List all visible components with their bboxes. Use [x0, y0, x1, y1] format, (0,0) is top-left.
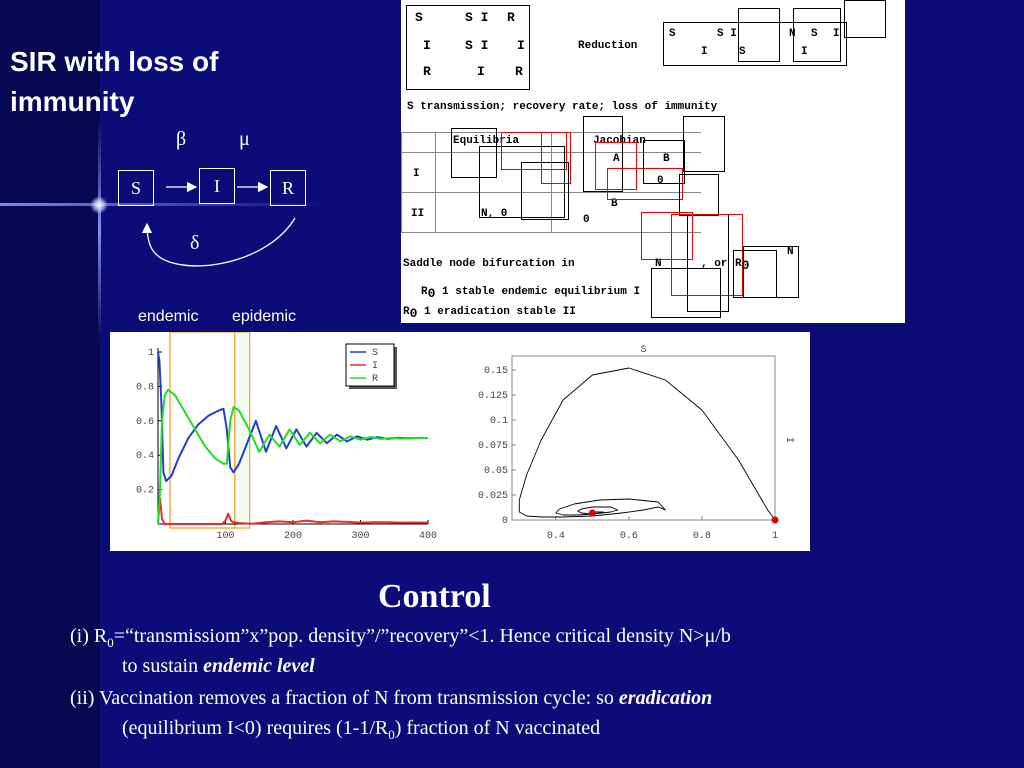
arrow-r-to-s [147, 218, 295, 266]
epidemic-label: epidemic [232, 308, 297, 325]
control-item-2-cont: (equilibrium I<0) requires $(1-1/R_0)$ fraction of N vaccinated [122, 717, 601, 742]
slide-title: SIR with loss of immunity [10, 46, 219, 117]
bifurcation-label: Saddle node bifurcation in [403, 258, 575, 270]
plots-svg [110, 332, 810, 551]
band-endemic [170, 332, 235, 528]
table-col-1 [435, 132, 436, 232]
reduction-label: Reduction [578, 40, 638, 52]
jacobian-zero: 0 [657, 175, 664, 187]
plots-panel [110, 332, 810, 551]
y-tick-label: 1 [147, 348, 154, 359]
delta-symbol: δ [190, 232, 200, 254]
jacobian-a: A [613, 153, 620, 165]
model-reference-panel [401, 0, 905, 323]
phase-y-tick-label: 0.025 [477, 491, 508, 502]
mu-symbol: μ [239, 128, 250, 150]
col-jacobian: Jacobian [593, 135, 646, 147]
phase-y-tick-label: 0.075 [477, 441, 508, 452]
overlay-box-2 [793, 8, 841, 62]
node-s: S [118, 170, 154, 206]
r0-condition-1: $R_0$ 1 stable endemic equilibrium I [421, 286, 641, 302]
band-epidemic-fill [235, 332, 250, 528]
r0-condition-2: $R_0$ 1 eradication stable II [403, 306, 576, 322]
y-tick-label: 0.4 [135, 451, 154, 463]
overlay-box-12 [521, 162, 569, 220]
phase-x-tick-label: 0.8 [692, 531, 711, 542]
phase-y-tick-label: 0 [501, 516, 508, 527]
eq-r-mid: I [477, 64, 485, 79]
phase-y-tick-label: 0.125 [477, 391, 508, 402]
eq-s-right: R [507, 10, 515, 25]
node-r: R [270, 170, 306, 206]
eq-r-left: R [423, 64, 431, 79]
phase-y-tick-label: 0.05 [483, 466, 508, 477]
bifurcation-n2: N [787, 246, 794, 258]
y-tick-label: 0.6 [135, 416, 154, 428]
reduction-eq2-s: S [739, 46, 746, 58]
node-i: I [199, 168, 235, 204]
reduction-eq1-s: S [669, 28, 676, 40]
x-tick-label: 400 [418, 531, 438, 542]
phase-point-0 [772, 517, 779, 524]
phase-point-1 [589, 510, 596, 517]
reduction-eq1-n: N [789, 28, 796, 40]
col-equilibria: Equilibria [453, 135, 520, 147]
eq-i-right: I [517, 38, 525, 53]
overlay-box-11 [651, 268, 721, 318]
eq-r-right: R [515, 64, 523, 79]
phase-x-tick-label: 0.6 [619, 531, 638, 542]
x-tick-label: 200 [283, 531, 303, 542]
series-R-line [158, 390, 428, 524]
control-title: Control [378, 578, 491, 615]
y-tick-label: 0.8 [135, 382, 154, 394]
x-tick-label: 100 [216, 531, 235, 542]
overlay-box-8 [683, 116, 725, 172]
endemic-label: endemic [138, 308, 199, 325]
eq-i-mid: S I [465, 38, 489, 53]
jacobian-zero-2: 0 [583, 214, 590, 226]
control-item-1: (i) $R_0=“transmissiom”x”pop$. density”/”recovery”<1. Hence critical density N>μ/b [70, 625, 731, 650]
control-item-1-cont: to sustain endemic level [122, 655, 315, 677]
reduction-eq1-s2: S [811, 28, 818, 40]
row-i-label: I [413, 168, 420, 180]
table-col-0 [401, 132, 402, 232]
phase-ylabel: I [783, 436, 794, 444]
row-ii-label: II [411, 208, 425, 220]
eq-s-mid: S I [465, 10, 489, 25]
legend-label-R: R [372, 374, 379, 385]
reduction-eq2-i: I [701, 46, 708, 58]
phase-x-tick-label: 1 [771, 531, 779, 542]
diagram-arrows [0, 0, 330, 280]
eq-s-left: S [415, 10, 423, 25]
beta-symbol: β [176, 128, 187, 150]
y-tick-label: 0.2 [135, 485, 154, 497]
jacobian-b: B [663, 153, 670, 165]
reduction-eq1-si: S I [717, 28, 737, 40]
control-item-2: (ii) Vaccination removes a fraction of N from transmission cycle: so eradication [70, 687, 713, 709]
reduction-eq1-i: I [833, 28, 840, 40]
phase-x-tick-label: 0.4 [546, 531, 565, 542]
bifurcation-or: , or [701, 258, 728, 270]
overlay-box-9 [679, 174, 719, 216]
overlay-box-1 [738, 8, 780, 62]
params-line: S transmission; recovery rate; loss of immunity [407, 101, 718, 113]
reduction-eq2-i2: I [801, 46, 808, 58]
legend-label-I: I [372, 361, 379, 372]
jacobian-b2: B [611, 198, 618, 210]
overlay-box-3 [844, 0, 886, 38]
equilibrium-n0: N, 0 [481, 208, 508, 220]
phase-y-tick-label: 0.1 [489, 416, 508, 427]
phase-trajectory [519, 368, 775, 520]
phase-title: S [640, 345, 647, 356]
legend-label-S: S [372, 348, 379, 359]
bifurcation-r0: $R_0$ [735, 258, 750, 274]
x-tick-label: 300 [351, 531, 370, 542]
phase-y-tick-label: 0.15 [483, 366, 508, 377]
bifurcation-n: N [655, 258, 662, 270]
eq-i-left: I [423, 38, 431, 53]
phase-frame [512, 356, 775, 520]
